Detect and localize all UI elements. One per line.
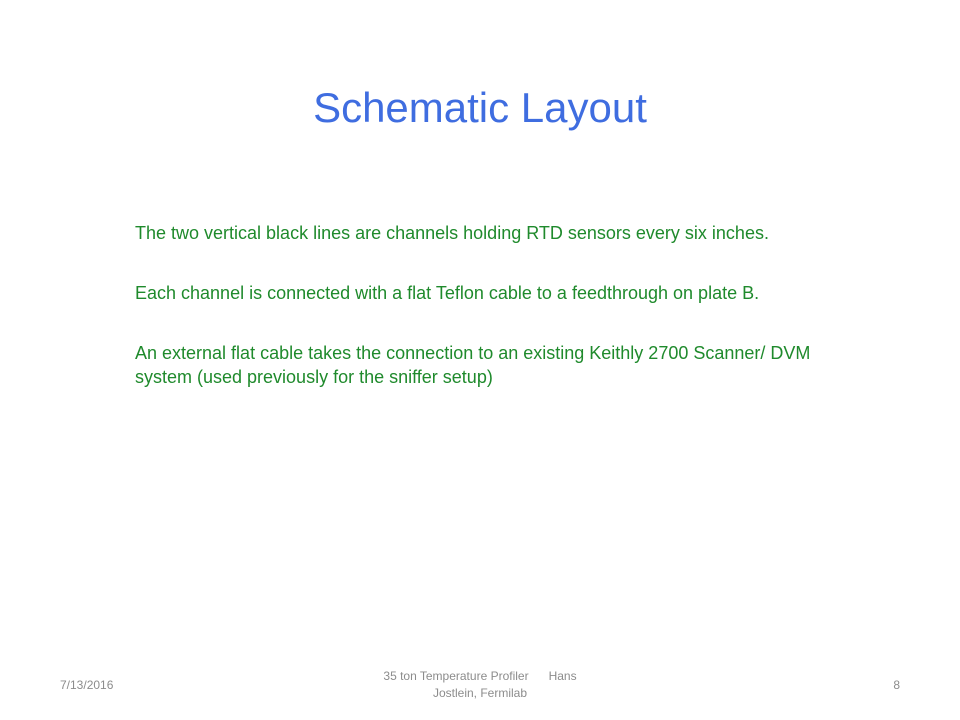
footer-date: 7/13/2016 bbox=[60, 678, 114, 692]
footer-title-line-1: 35 ton Temperature Profiler Hans bbox=[383, 669, 577, 683]
footer-title-line-2: Jostlein, Fermilab bbox=[432, 686, 528, 700]
slide-body bbox=[135, 221, 815, 425]
slide-title: Schematic Layout bbox=[313, 84, 647, 131]
body-paragraph-1: The two vertical black lines are channels holding RTD sensors every six inches. bbox=[135, 223, 769, 243]
footer-page-number: 8 bbox=[893, 678, 900, 692]
body-paragraph-3: An external flat cable takes the connection to an existing Keithly 2700 Scanner/ DVM system (used previously for the sniffer setup) bbox=[135, 343, 811, 387]
footer-title bbox=[330, 668, 630, 702]
body-paragraph-2: Each channel is connected with a flat Teflon cable to a feedthrough on plate B. bbox=[135, 283, 760, 303]
